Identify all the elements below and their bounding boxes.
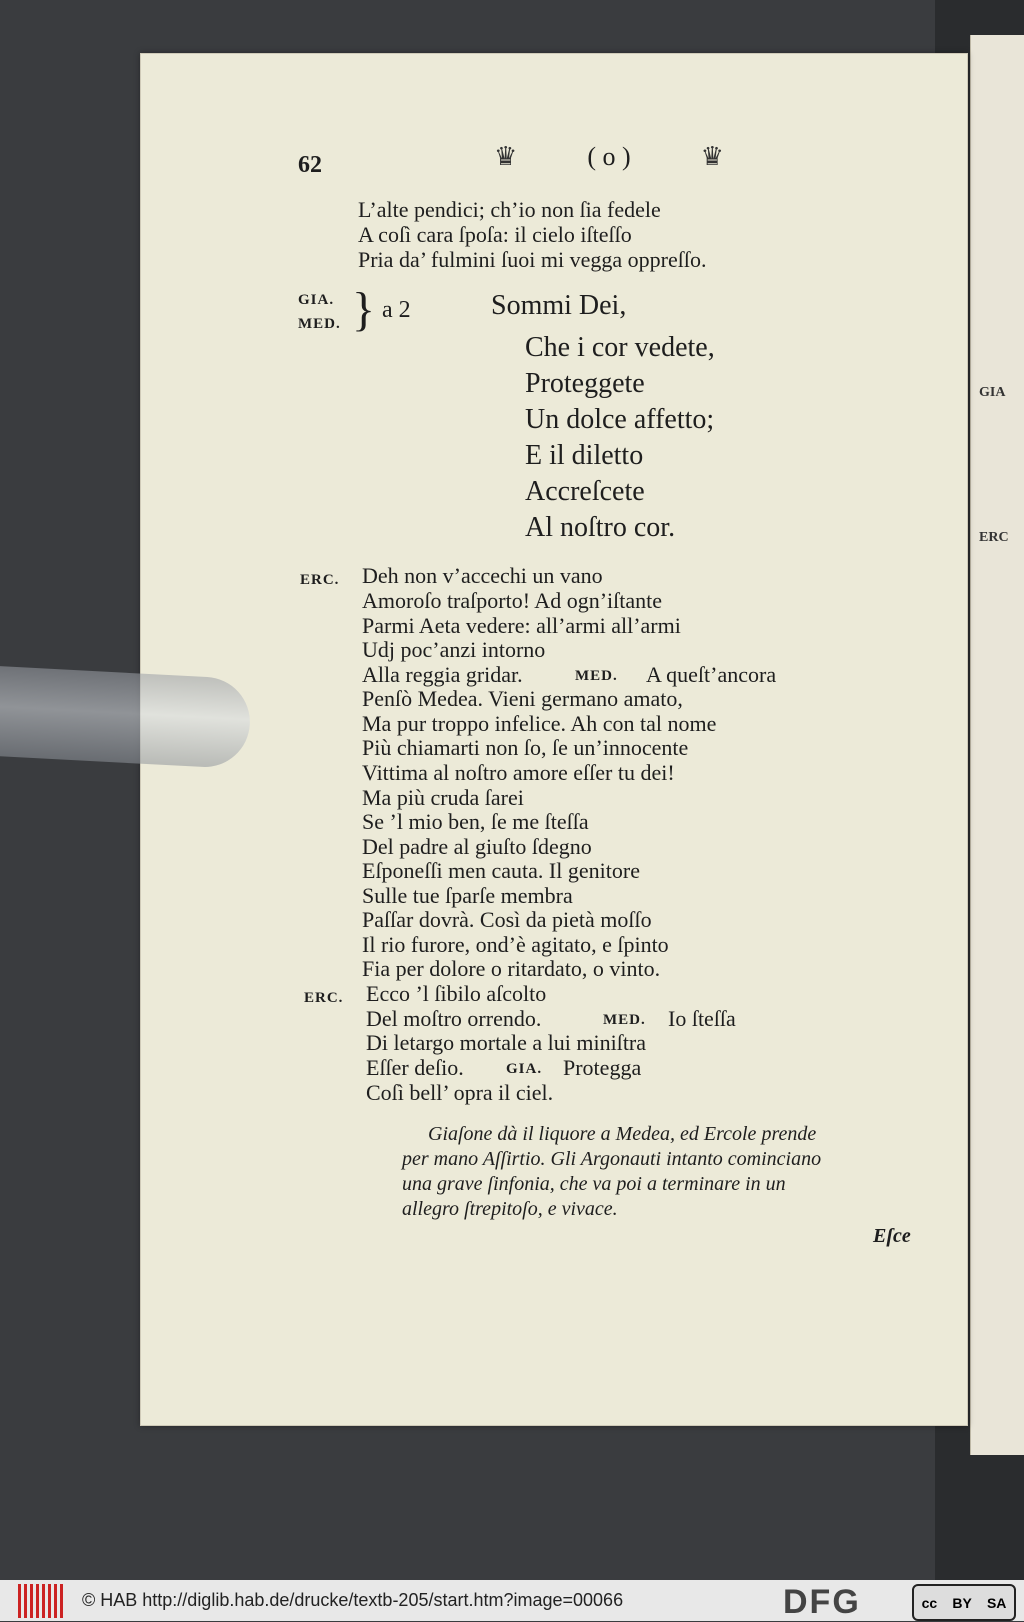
verse-line: Del padre al giuſto ſdegno [362,834,592,859]
next-page-fragment-2: ERC [979,530,1009,545]
verse-line: Sulle tue ſparſe membra [362,883,573,908]
cc-license-badge[interactable] [912,1584,1016,1621]
verse-line: Penſò Medea. Vieni germano amato, [362,686,683,711]
verse-line-continuation: A queſt’ancora [646,662,777,687]
verse-line: Di letargo mortale a lui miniſtra [366,1030,647,1055]
speaker-label: ERC. [304,990,344,1006]
duet-line: Al noſtro cor. [525,512,676,543]
header-center-mark: ( o ) [587,142,631,171]
sa-icon: SA [986,1594,1007,1611]
verse-line: Del moſtro orrendo. [366,1006,542,1031]
catchword: Eſce [873,1225,911,1247]
verse-line: Vittima al noſtro amore eſſer tu dei! [362,760,675,785]
duet-line: Che i cor vedete, [525,332,715,363]
cc-icon: cc [921,1594,938,1611]
verse-line: Eſponeſſi men cauta. Il genitore [362,858,640,883]
duet-line: Proteggete [525,368,645,399]
next-page-fragment-1: GIA [979,385,1006,400]
footer-bar [0,1580,1024,1621]
verse-line: Deh non v’accechi un vano [362,563,603,588]
verse-line: Parmi Aeta vedere: all’armi all’armi [362,613,681,638]
duet-line: Sommi Dei, [491,290,627,321]
opening-line: A coſì cara ſpoſa: il cielo iſteſſo [358,222,632,247]
verse-line: Ma più cruda ſarei [362,785,524,810]
verse-line: Udj poc’anzi intorno [362,637,546,662]
speaker-label: MED. [298,316,341,332]
verse-line: Se ’l mio ben, ſe me ſteſſa [362,809,589,834]
stage-direction-a2: a 2 [382,297,411,323]
verse-line-continuation: Io ſteſſa [668,1006,736,1031]
stage-direction-line: per mano Aſſirtio. Gli Argonauti intanto cominciano [402,1148,822,1170]
by-icon: BY [952,1594,972,1611]
verse-line: Più chiamarti non ſo, ſe un’innocente [362,735,689,760]
next-page-edge [970,35,1024,1455]
verse-line: Ma pur troppo infelice. Ah con tal nome [362,711,717,736]
speaker-label: GIA. [298,292,335,308]
verse-line: Ecco ’l ſibilo aſcolto [366,981,547,1006]
verse-line: Amoroſo traſporto! Ad ogn’iſtante [362,588,662,613]
dfg-logo[interactable]: DFG [783,1583,861,1621]
duet-line: Accreſcete [525,476,645,507]
stage-direction-line: Giaſone dà il liquore a Medea, ed Ercole prende [428,1123,817,1145]
bookmark-pointer-shadow [0,665,252,770]
stage-direction-line: allegro ſtrepitoſo, e vivace. [402,1198,618,1220]
verse-line: Il rio furore, ond’è agitato, e ſpinto [362,932,669,957]
speaker-label-inline: MED. [575,668,618,684]
speaker-brace: } [352,283,376,336]
duet-line: E il diletto [525,440,644,471]
speaker-label-inline: GIA. [506,1061,543,1077]
verse-line-continuation: Protegga [563,1055,642,1080]
verse-line: Coſì bell’ opra il ciel. [366,1080,554,1105]
speaker-label-inline: MED. [603,1012,646,1028]
opening-line: Pria da’ fulmini ſuoi mi vegga oppreſſo. [358,247,707,272]
verse-line: Paſſar dovrà. Così da pietà moſſo [362,907,652,932]
page-header-ornament [494,142,724,172]
verse-line: Eſſer deſio. [366,1055,464,1080]
duet-line: Un dolce affetto; [525,404,715,435]
stage-direction-line: una grave ſinfonia, che va poi a terminare in un [402,1173,786,1195]
crown-ornament-left-icon: ♛ [494,142,518,171]
crown-ornament-right-icon: ♛ [700,142,724,171]
copyright-link[interactable]: © HAB http://diglib.hab.de/drucke/textb-205/start.htm?image=00066 [82,1590,624,1610]
page-number: 62 [298,152,322,178]
verse-line: Fia per dolore o ritardato, o vinto. [362,956,661,981]
verse-line: Alla reggia gridar. [362,662,523,687]
hab-barcode-logo-icon [18,1584,66,1618]
speaker-label: ERC. [300,572,340,588]
opening-line: L’alte pendici; ch’io non ſia fedele [358,197,661,222]
